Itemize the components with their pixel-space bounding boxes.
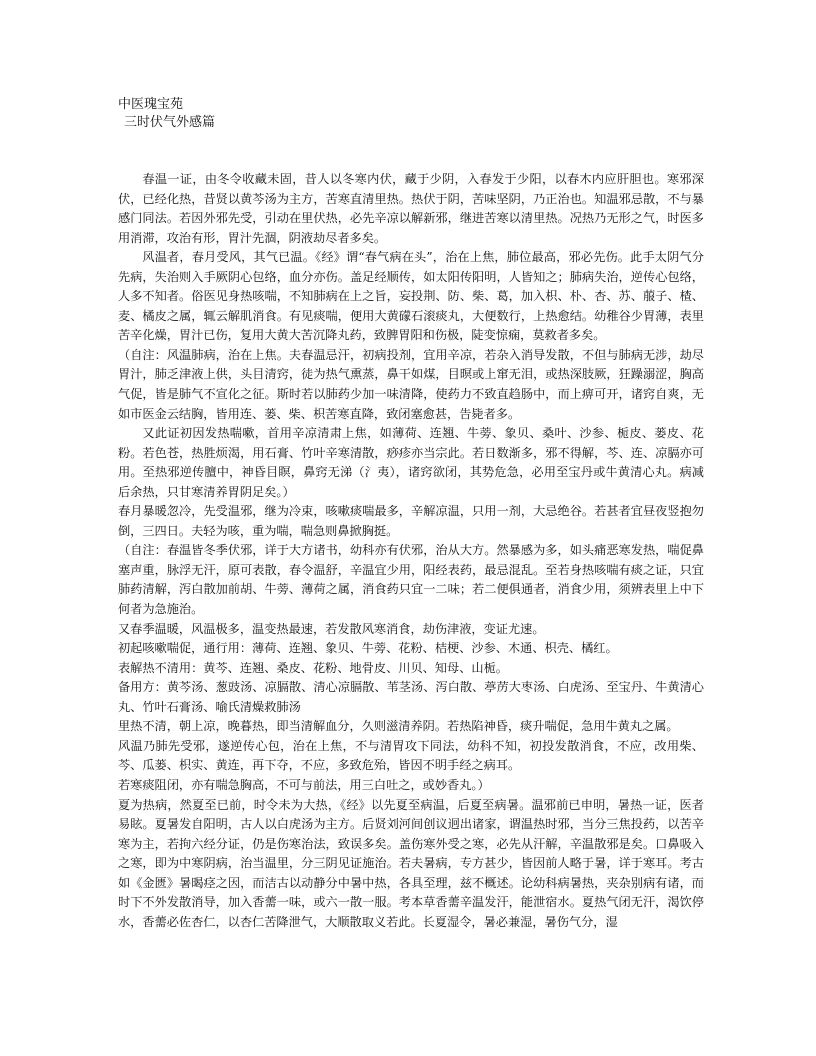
document-page bbox=[118, 96, 704, 932]
paragraph-cold-phlegm: 若寒痰阻闭，亦有喘急胸高，不可与前法，用三白吐之，或妙香丸。） bbox=[118, 777, 490, 792]
paragraph-initial-prescription: 初起咳嗽喘促，通行用：薄荷、连翘、象贝、牛蒡、花粉、桔梗、沙参、木通、枳壳、橘红。 bbox=[118, 641, 618, 656]
paragraph-spring-sudden-warmth: 春月暴暖忽冷，先受温邪，继为冷束，咳嗽痰喘最多，辛解凉温，只用一剂，大忌绝谷。若甚者宜昼夜竖抱勿倒，三四日。夫轻为咳，重为喘，喘急则鼻掀胸挺。 bbox=[118, 504, 704, 538]
site-title: 中医瑰宝苑 bbox=[118, 97, 184, 112]
paragraph-reserve-formulas: 备用方：黄芩汤、葱豉汤、凉膈散、清心凉膈散、苇茎汤、泻白散、葶苈大枣汤、白虎汤、至宝丹、牛黄清心丸、竹叶石膏汤、喻氏清燥救肺汤 bbox=[118, 680, 704, 714]
paragraph-self-note-1: （自注：风温肺病，治在上焦。夫春温忌汗，初病投剂，宜用辛凉，若杂入消导发散，不但与肺病无涉，劫尽胃汁，肺乏津液上供，头目清窍，徒为热气熏蒸，鼻干如煤，目暝或上窜无泪，或热深肢厥，狂躁溺涩，胸高气促，皆是肺气不宣化之征。斯时若以肺药少加一味清降，使药力不致直趋肠中，而上痹可开，诸窍自爽，无如市医金云结胸，皆用连、蒌、柴、枳苦寒直降，致闭塞愈甚，告毙者多。 bbox=[118, 347, 704, 421]
paragraph-self-note-2: （自注：春温皆冬季伏邪，详于大方诸书，幼科亦有伏邪，治从大方。然暴感为多，如头痛恶寒发热，喘促鼻塞声重，脉浮无汗，原可表散，春令温舒，辛温宜少用，阳经表药，最忌混乱。至若身热咳喘有痰之证，只宜肺药清解，泻白散加前胡、牛蒡、薄荷之属，消食药只宜一二味；若二便俱通者，消食少用，须辨表里上中下何者为急施治。 bbox=[118, 543, 704, 617]
paragraph-residual-heat-prescription: 表解热不清用：黄芩、连翘、桑皮、花粉、地骨皮、川贝、知母、山栀。 bbox=[118, 660, 508, 675]
paragraph-summer-heat: 夏为热病，然夏至已前，时令未为大热，《经》以先夏至病温，后夏至病暑。温邪前已申明，暑热一证，医者易眩。夏暑发自阳明，古人以白虎汤为主方。后贤刘河间创议迥出诸家，谓温热时邪，当分三焦投药，以苦辛寒为主，若拘六经分证，仍是伤寒治法，致误多矣。盖伤寒外受之寒，必先从汗解，辛温散邪是矣。口鼻吸入之寒，即为中寒阴病，治当温里，分三阴见证施治。若夫暑病，专方甚少，皆因前人略于暑，详于寒耳。考古如《金匮》暑暍痉之因，而洁古以动静分中暑中热，各具至理，兹不概述。论幼科病暑热，夹杂别病有诸，而时下不外发散消导，加入香薷一味，或六一散一服。考本草香薷辛温发汗，能泄宿水。夏热气闭无汗，渴饮停水，香薷必佐杏仁，以杏仁苦降泄气，大顺散取义若此。长夏湿令，暑必兼湿，暑伤气分，湿 bbox=[118, 797, 704, 929]
paragraph-cough-treatment: 又此证初因发热喘嗽，首用辛凉清肃上焦，如薄荷、连翘、牛蒡、象贝、桑叶、沙参、栀皮、蒌皮、花粉。若色苍，热胜烦渴，用石膏、竹叶辛寒清散，痧疹亦当宗此。若日数渐多，邪不得解，芩、连、凉膈亦可用。至热邪逆传膻中，神昏目瞑，鼻窍无涕（氵夷），诸窍欲闭，其势危急，必用至宝丹或牛黄清心丸。病减后余热，只甘寒清养胃阴足矣。） bbox=[118, 426, 704, 499]
paragraph-spring-warmth: 春温一证，由冬令收藏未固，昔人以冬寒内伏，藏于少阴，入春发于少阳，以春木内应肝胆也。寒邪深伏，已经化热，昔贤以黄芩汤为主方，苦寒直清里热。热伏于阴，苦味坚阴，乃正治也。知温邪忌散，不与暴感门同法。若因外邪先受，引动在里伏热，必先辛凉以解新邪，继进苦寒以清里热。况热乃无形之气，时医多用消滞，攻治有形，胃汁先涸，阴液劫尽者多矣。 bbox=[118, 172, 704, 245]
paragraph-spring-wind-warmth: 又春季温暖，风温极多，温变热最速，若发散风寒消食，劫伤津液，变证尤速。 bbox=[118, 621, 545, 636]
article-body bbox=[118, 170, 704, 932]
paragraph-lung-pathogen: 风温乃肺先受邪，遂逆传心包，治在上焦，不与清胃攻下同法，幼科不知，初投发散消食，不应，改用柴、芩、瓜蒌、枳实、黄连，再下夺，不应，多致危殆，皆因不明手经之病耳。 bbox=[118, 738, 704, 773]
paragraph-internal-heat: 里热不清，朝上凉，晚暮热，即当清解血分，久则滋清养阴。若热陷神昏，痰升喘促，急用牛黄丸之属。 bbox=[118, 719, 679, 734]
paragraph-wind-warmth: 风温者，春月受风，其气已温。《经》谓“春气病在头”，治在上焦，肺位最高，邪必先伤。此手太阴气分先病，失治则入手厥阴心包络，血分亦伤。盖足经顺传，如太阳传阳明，人皆知之；肺病失治，逆传心包络，人多不知者。俗医见身热咳喘，不知肺病在上之旨，妄投荆、防、柴、葛，加入枳、朴、杏、苏、菔子、楂、麦、橘皮之属，辄云解肌消食。有见痰喘，便用大黄礞石滚痰丸，大便数行，上热愈结。幼稚谷少胃薄，表里苦辛化燥，胃汁已伤，复用大黄大苦沉降丸药，致脾胃阳和伤极，陡变惊痫，莫救者多矣。 bbox=[118, 250, 704, 343]
chapter-title: 三时伏气外感篇 bbox=[124, 115, 216, 130]
